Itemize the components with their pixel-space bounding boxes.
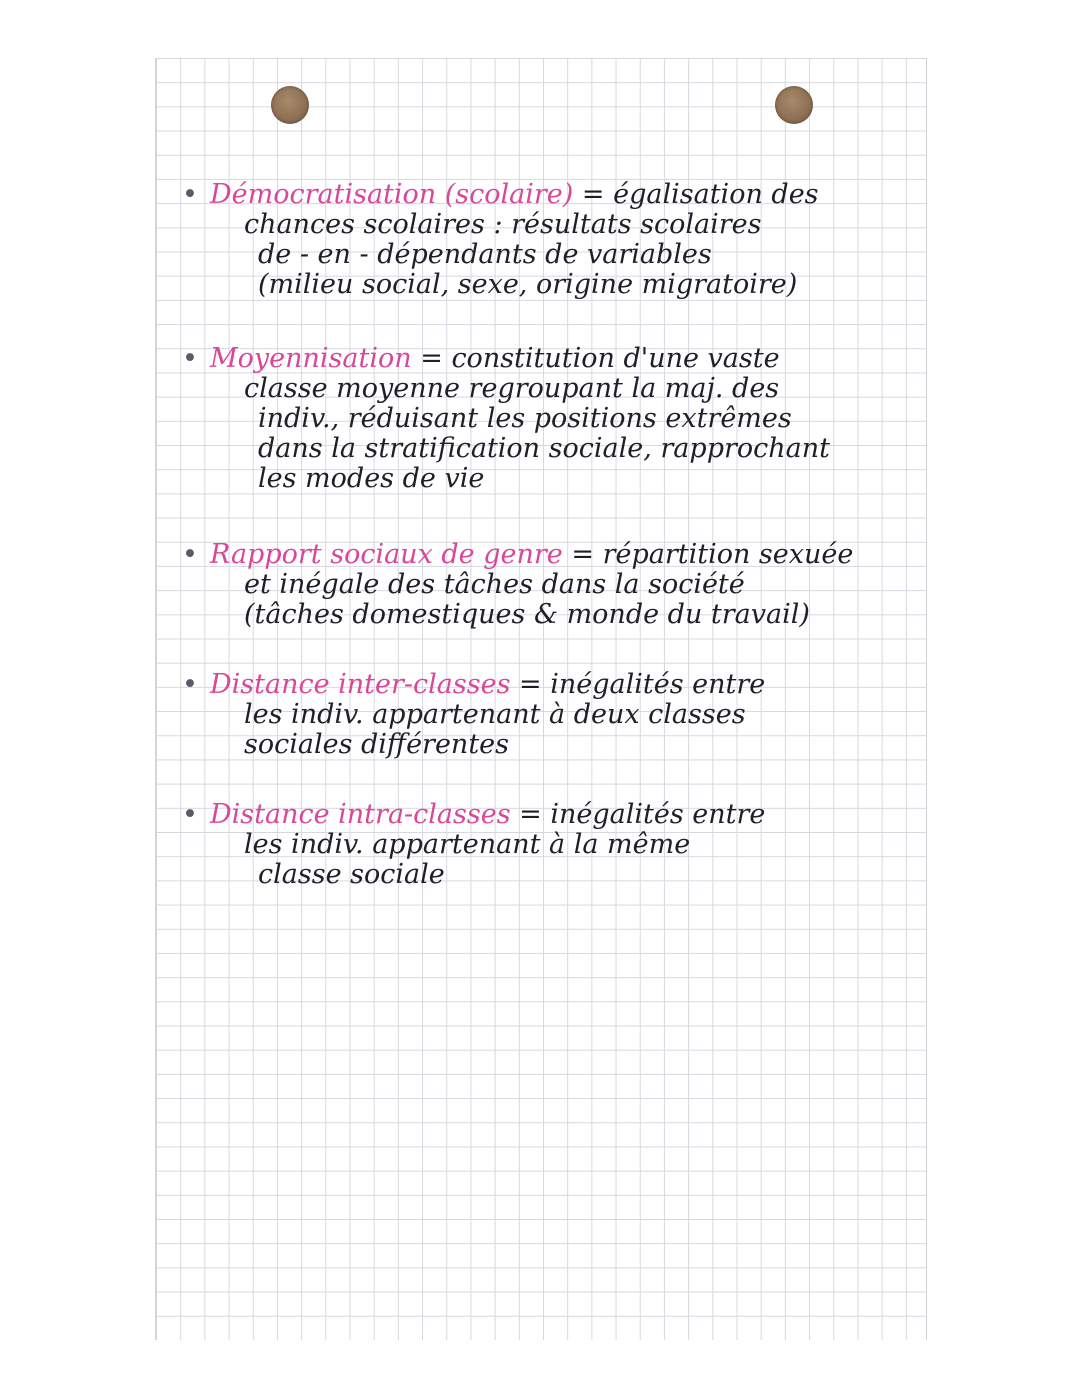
bullet: • <box>182 669 198 700</box>
note-line: classe moyenne regroupant la maj. des <box>244 373 780 404</box>
note-line: sociales différentes <box>244 729 510 760</box>
bullet: • <box>182 343 198 374</box>
note-entry-democratisation <box>182 180 922 300</box>
note-term: Rapport sociaux de genre <box>210 539 563 570</box>
note-line <box>182 800 922 830</box>
note-separator: = <box>562 539 603 570</box>
note-term: Distance intra-classes <box>210 799 511 830</box>
bullet: • <box>182 539 198 570</box>
note-line: dans la stratification sociale, rapprochant <box>258 433 830 464</box>
note-line: indiv., réduisant les positions extrêmes <box>258 403 792 434</box>
note-line: (tâches domestiques & monde du travail) <box>244 599 810 630</box>
note-entry-moyennisation <box>182 344 922 494</box>
note-line: chances scolaires : résultats scolaires <box>244 209 762 240</box>
punch-hole-right <box>775 86 813 124</box>
bullet: • <box>182 799 198 830</box>
note-separator: = <box>510 799 551 830</box>
note-separator: = <box>573 179 614 210</box>
note-term: Démocratisation (scolaire) <box>210 179 574 210</box>
note-term: Distance inter-classes <box>210 669 511 700</box>
note-separator: = <box>510 669 551 700</box>
note-text: constitution d'une vaste <box>451 343 780 374</box>
note-entry-distance-inter <box>182 670 922 760</box>
note-term: Moyennisation <box>210 343 412 374</box>
note-line <box>182 180 922 210</box>
note-separator: = <box>411 343 452 374</box>
note-line: les indiv. appartenant à la même <box>244 829 691 860</box>
bullet: • <box>182 179 198 210</box>
note-line: (milieu social, sexe, origine migratoire) <box>258 269 798 300</box>
note-entry-distance-intra <box>182 800 922 890</box>
note-line: les indiv. appartenant à deux classes <box>244 699 746 730</box>
note-line: les modes de vie <box>258 463 485 494</box>
note-text: égalisation des <box>613 179 819 210</box>
note-text: répartition sexuée <box>602 539 854 570</box>
note-line <box>182 670 922 700</box>
punch-hole-left <box>271 86 309 124</box>
note-line: de - en - dépendants de variables <box>258 239 712 270</box>
note-line: classe sociale <box>258 859 445 890</box>
note-line <box>182 344 922 374</box>
note-line: et inégale des tâches dans la société <box>244 569 745 600</box>
note-text: inégalités entre <box>550 799 766 830</box>
note-text: inégalités entre <box>550 669 766 700</box>
note-entry-rapport-genre <box>182 540 922 630</box>
note-line <box>182 540 922 570</box>
